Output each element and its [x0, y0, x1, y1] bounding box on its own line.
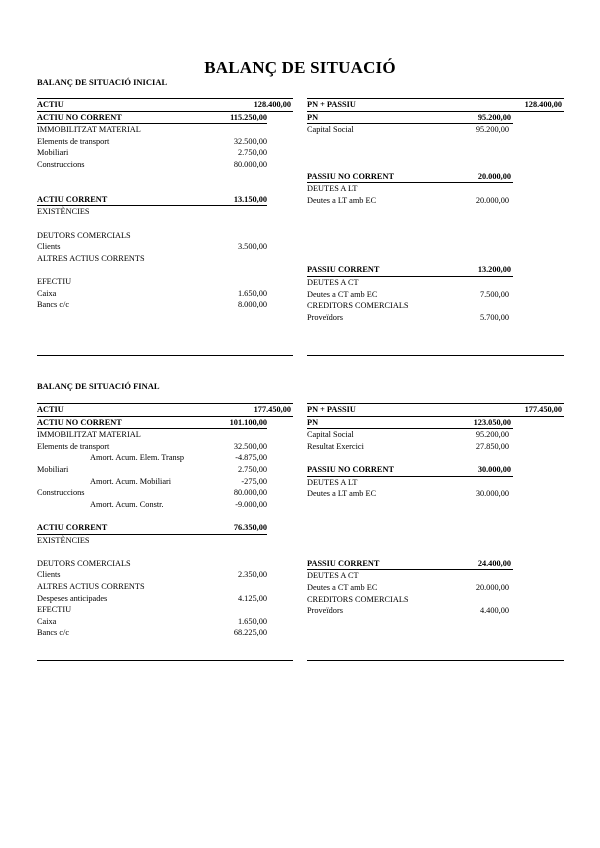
item-row [307, 124, 564, 136]
altres-row [37, 581, 293, 593]
ac-value: 76.350,00 [233, 522, 267, 532]
item-row [37, 288, 293, 300]
item-label: Mobiliari [37, 464, 69, 474]
passiu-header-label: PN + PASSIU [307, 100, 356, 109]
page-title: BALANÇ DE SITUACIÓ [204, 58, 396, 77]
item-row [37, 136, 293, 148]
pnc-label: PASSIU NO CORRENT [307, 171, 394, 181]
amort-row [37, 476, 293, 488]
item-value: 2.350,00 [237, 570, 267, 580]
item-label: Bancs c/c [37, 628, 70, 638]
item-label: Capital Social [307, 125, 354, 135]
item-value: 3.500,00 [237, 242, 267, 252]
pn-value: 95.200,00 [477, 112, 511, 122]
efectiu-label: EFECTIU [37, 605, 72, 615]
deutes-ct-row [307, 277, 564, 289]
actiu-header-total: 177.450,00 [253, 405, 291, 414]
pc-value: 13.200,00 [477, 265, 511, 275]
initial-actiu-panel [37, 98, 293, 311]
item-label: Proveïdors [307, 606, 343, 616]
item-label: Elements de transport [37, 136, 110, 146]
initial-subtitle: BALANÇ DE SITUACIÓ INICIAL [37, 77, 168, 87]
amort-row [37, 452, 293, 464]
amort-label: Amort. Acum. Mobiliari [90, 476, 172, 486]
item-value: 32.500,00 [233, 136, 267, 146]
item-label: Deutes a CT amb EC [307, 582, 378, 592]
item-row [307, 312, 564, 324]
deutes-lt-row [307, 183, 564, 195]
actiu-header-label: ACTIU [37, 100, 64, 109]
item-value: 30.000,00 [475, 489, 509, 499]
pn-row [307, 112, 513, 125]
item-value: 20.000,00 [475, 195, 509, 205]
item-row [37, 147, 293, 159]
ac-label: ACTIU CORRENT [37, 194, 108, 204]
pnc-row [307, 464, 513, 477]
passiu-header-total: 128.400,00 [524, 100, 562, 109]
ac-label: ACTIU CORRENT [37, 522, 108, 532]
pc-value: 24.400,00 [477, 558, 511, 568]
item-value: 80.000,00 [233, 159, 267, 169]
item-row [37, 487, 293, 499]
immob-row [37, 429, 293, 441]
item-row [307, 488, 564, 500]
deutors-row [37, 230, 293, 242]
final-actiu-panel [37, 403, 293, 639]
pnc-value: 30.000,00 [477, 464, 511, 474]
deutes-lt-label: DEUTES A LT [307, 477, 358, 487]
ac-row [37, 522, 267, 535]
actiu-header-total: 128.400,00 [253, 100, 291, 109]
deutes-ct-row [307, 570, 564, 582]
item-value: 80.000,00 [233, 488, 267, 498]
ac-value: 13.150,00 [233, 194, 267, 204]
item-row [37, 616, 293, 628]
pn-label: PN [307, 417, 319, 427]
amort-label: Amort. Acum. Elem. Transp [90, 453, 185, 463]
item-label: Construccions [37, 159, 85, 169]
item-label: Deutes a LT amb EC [307, 195, 377, 205]
item-row [307, 429, 564, 441]
creditors-label: CREDITORS COMERCIALS [307, 301, 409, 311]
item-label: Elements de transport [37, 441, 110, 451]
efectiu-row [37, 276, 293, 288]
divider [307, 355, 564, 356]
item-row [37, 241, 293, 253]
anc-value: 115.250,00 [230, 112, 267, 122]
pc-label: PASSIU CORRENT [307, 558, 380, 568]
amort-row [37, 499, 293, 511]
pn-value: 123.050,00 [473, 417, 511, 427]
exist-row [37, 535, 293, 547]
item-value: 7.500,00 [479, 289, 509, 299]
creditors-label: CREDITORS COMERCIALS [307, 594, 409, 604]
amort-value: -9.000,00 [235, 499, 267, 509]
immob-row [37, 124, 293, 136]
creditors-row [307, 300, 564, 312]
pc-row [307, 264, 513, 277]
item-label: Deutes a LT amb EC [307, 489, 377, 499]
initial-passiu-panel [307, 98, 564, 323]
item-value: 1.650,00 [237, 616, 267, 626]
deutors-label: DEUTORS COMERCIALS [37, 230, 131, 240]
item-row [307, 195, 564, 207]
item-label: Clients [37, 242, 61, 252]
item-value: 2.750,00 [237, 148, 267, 158]
item-label: Deutes a CT amb EC [307, 289, 378, 299]
deutes-lt-row [307, 477, 564, 489]
anc-value: 101.100,00 [229, 417, 267, 427]
item-label: Despeses anticipades [37, 593, 108, 603]
pc-row [307, 558, 513, 571]
deutes-ct-label: DEUTES A CT [307, 571, 359, 581]
exist-label: EXISTÈNCIES [37, 207, 90, 217]
item-value: 95.200,00 [475, 430, 509, 440]
altres-row [37, 253, 293, 265]
item-value: 20.000,00 [475, 582, 509, 592]
passiu-header-total: 177.450,00 [524, 405, 562, 414]
passiu-header-row [307, 403, 564, 417]
anc-label: ACTIU NO CORRENT [37, 112, 122, 122]
item-label: Bancs c/c [37, 300, 70, 310]
item-row [37, 159, 293, 171]
item-row [37, 627, 293, 639]
item-value: 4.125,00 [237, 593, 267, 603]
item-value: 68.225,00 [233, 628, 267, 638]
altres-label: ALTRES ACTIUS CORRENTS [37, 581, 145, 591]
pnc-row [307, 171, 513, 184]
item-label: Construccions [37, 488, 85, 498]
immob-label: IMMOBILITZAT MATERIAL [37, 125, 141, 135]
deutes-lt-label: DEUTES A LT [307, 184, 358, 194]
item-row [37, 593, 293, 605]
item-label: Clients [37, 570, 61, 580]
actiu-header-label: ACTIU [37, 405, 64, 414]
passiu-header-label: PN + PASSIU [307, 405, 356, 414]
amort-value: -275,00 [241, 476, 267, 486]
altres-label: ALTRES ACTIUS CORRENTS [37, 253, 145, 263]
efectiu-row [37, 604, 293, 616]
actiu-header-row [37, 98, 293, 112]
amort-value: -4.875,00 [232, 452, 267, 464]
divider [37, 355, 293, 356]
item-row [37, 299, 293, 311]
item-value: 4.400,00 [479, 606, 509, 616]
item-row [307, 441, 564, 453]
ac-row [37, 194, 267, 207]
immob-label: IMMOBILITZAT MATERIAL [37, 430, 141, 440]
pn-row [307, 417, 513, 430]
item-label: Proveïdors [307, 312, 343, 322]
amort-label: Amort. Acum. Constr. [90, 499, 164, 509]
item-label: Capital Social [307, 430, 354, 440]
efectiu-label: EFECTIU [37, 276, 72, 286]
item-label: Resultat Exercici [307, 441, 364, 451]
deutors-row [37, 558, 293, 570]
pc-label: PASSIU CORRENT [307, 265, 380, 275]
pn-label: PN [307, 112, 319, 122]
item-label: Mobiliari [37, 148, 69, 158]
deutors-label: DEUTORS COMERCIALS [37, 558, 131, 568]
item-value: 95.200,00 [475, 125, 509, 135]
item-value: 1.650,00 [237, 288, 267, 298]
item-row [37, 441, 293, 453]
pnc-value: 20.000,00 [477, 171, 511, 181]
item-label: Caixa [37, 616, 57, 626]
creditors-row [307, 594, 564, 606]
final-passiu-panel [307, 403, 564, 617]
item-value: 2.750,00 [237, 464, 267, 474]
item-row [307, 289, 564, 301]
deutes-ct-label: DEUTES A CT [307, 277, 359, 287]
pnc-label: PASSIU NO CORRENT [307, 464, 394, 474]
exist-label: EXISTÈNCIES [37, 535, 90, 545]
item-value: 8.000,00 [237, 300, 267, 310]
item-row [37, 569, 293, 581]
item-value: 32.500,00 [233, 441, 267, 451]
actiu-header-row [37, 403, 293, 417]
item-value: 27.850,00 [475, 441, 509, 451]
anc-row [37, 112, 267, 125]
passiu-header-row [307, 98, 564, 112]
divider [37, 660, 293, 661]
exist-row [37, 206, 293, 218]
item-label: Caixa [37, 288, 57, 298]
divider [307, 660, 564, 661]
item-value: 5.700,00 [479, 312, 509, 322]
item-row [307, 582, 564, 594]
anc-row [37, 417, 267, 430]
anc-label: ACTIU NO CORRENT [37, 417, 122, 427]
final-subtitle: BALANÇ DE SITUACIÓ FINAL [37, 381, 160, 391]
item-row [37, 464, 293, 476]
item-row [307, 605, 564, 617]
